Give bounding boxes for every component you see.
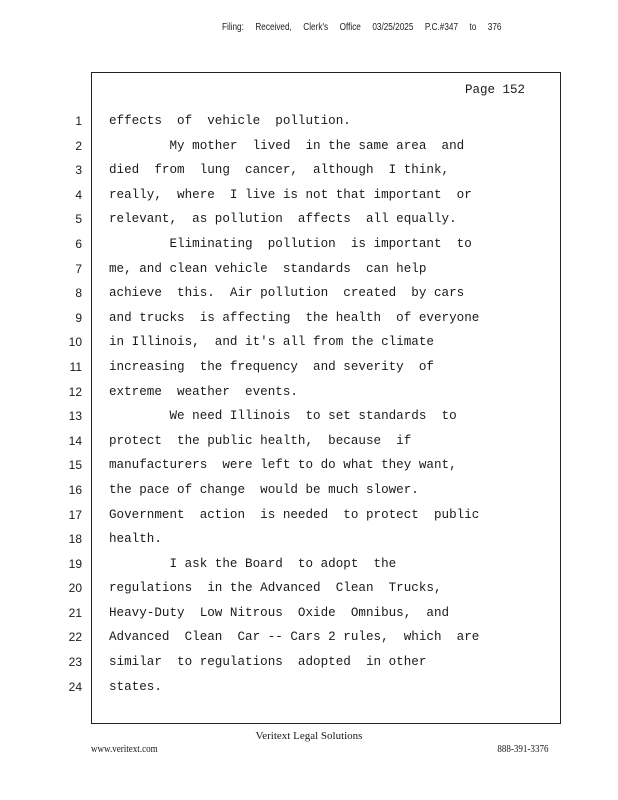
line-number: 20 xyxy=(68,581,82,596)
transcript-line: We need Illinois to set standards to xyxy=(109,409,457,424)
clerk-label: Clerk's xyxy=(303,22,329,33)
received-label: Received, xyxy=(255,22,292,33)
transcript-line: really, where I live is not that important or xyxy=(109,187,472,202)
range-end: 376 xyxy=(487,22,502,33)
transcript-line: Advanced Clean Car -- Cars 2 rules, which are xyxy=(109,630,480,645)
transcript-line: similar to regulations adopted in other xyxy=(109,655,427,670)
line-number: 5 xyxy=(75,212,82,227)
transcript-line: me, and clean vehicle standards can help xyxy=(109,261,427,276)
line-number: 22 xyxy=(68,630,82,645)
line-number: 13 xyxy=(68,409,82,424)
line-number: 9 xyxy=(75,310,82,325)
transcript-line: relevant, as pollution affects all equally. xyxy=(109,212,457,227)
line-number: 15 xyxy=(68,458,82,473)
line-number: 12 xyxy=(68,384,82,399)
transcript-line: died from lung cancer, although I think, xyxy=(109,163,450,178)
line-number: 11 xyxy=(69,359,82,374)
filing-label: Filing: xyxy=(222,22,244,33)
line-number: 24 xyxy=(68,679,82,694)
transcript-line: protect the public health, because if xyxy=(109,433,412,448)
line-number: 7 xyxy=(75,261,82,276)
line-number: 6 xyxy=(75,236,82,251)
transcript-line: states. xyxy=(109,679,162,694)
line-number: 19 xyxy=(68,556,82,571)
line-number: 17 xyxy=(68,507,82,522)
line-number: 1 xyxy=(75,114,82,128)
page-number: Page 152 xyxy=(464,83,525,97)
transcript-line: and trucks is affecting the health of everyone xyxy=(109,310,480,325)
transcript-line: in Illinois, and it's all from the climate xyxy=(109,335,434,350)
footer-company: Veritext Legal Solutions xyxy=(255,730,363,742)
line-number: 3 xyxy=(75,163,82,178)
line-number: 10 xyxy=(68,335,82,350)
line-number: 8 xyxy=(75,286,82,301)
transcript-line: achieve this. Air pollution created by cars xyxy=(109,286,465,301)
transcript-line: increasing the frequency and severity of xyxy=(109,359,434,374)
line-number: 18 xyxy=(68,532,82,547)
transcript-text xyxy=(109,114,549,704)
transcript-line: manufacturers were left to do what they want, xyxy=(109,458,457,473)
filing-header xyxy=(222,22,513,33)
footer-phone: 888-391-3376 xyxy=(496,744,548,755)
line-number: 23 xyxy=(68,655,82,670)
to-label: to xyxy=(469,22,477,33)
footer-website: www.veritext.com xyxy=(91,744,158,755)
line-number: 4 xyxy=(75,187,82,202)
transcript-line: I ask the Board to adopt the xyxy=(109,556,397,571)
line-number: 16 xyxy=(68,482,82,497)
pc-number: P.C.#347 xyxy=(424,22,459,33)
transcript-line: Eliminating pollution is important to xyxy=(109,236,472,251)
transcript-line: extreme weather events. xyxy=(109,384,298,399)
line-number: 14 xyxy=(68,433,82,448)
office-label: Office xyxy=(339,22,361,33)
transcript-line: the pace of change would be much slower. xyxy=(109,482,419,497)
transcript-line: health. xyxy=(109,532,162,547)
line-number: 2 xyxy=(75,138,82,153)
line-number-column xyxy=(60,114,82,704)
transcript-line: Government action is needed to protect public xyxy=(109,507,480,522)
transcript-line: effects of vehicle pollution. xyxy=(109,114,351,128)
filing-date: 03/25/2025 xyxy=(372,22,414,33)
transcript-line: My mother lived in the same area and xyxy=(109,138,465,153)
transcript-line: regulations in the Advanced Clean Trucks, xyxy=(109,581,442,596)
transcript-line: Heavy-Duty Low Nitrous Oxide Omnibus, and xyxy=(109,605,450,620)
line-number: 21 xyxy=(68,605,82,620)
